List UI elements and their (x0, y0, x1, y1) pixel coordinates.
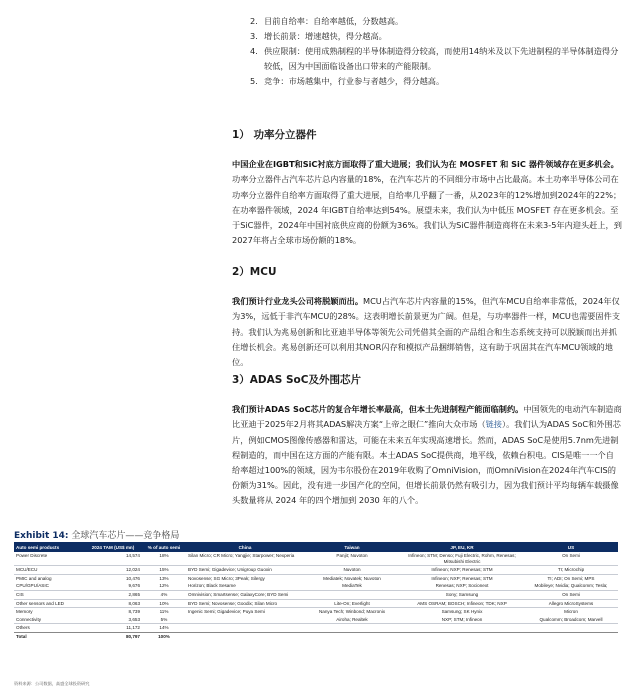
table-cell (186, 616, 304, 624)
table-cell: 4% (142, 590, 186, 599)
table-cell: 14% (142, 624, 186, 633)
list-item (250, 14, 620, 29)
table-cell: Other sensors and LED (14, 599, 84, 608)
table-cell: TI; Microchip (524, 566, 618, 575)
paragraph-lead: 我们预计ADAS SoC芯片的复合年增长率最高，但本土先进制程产能面临制约。 (232, 404, 524, 415)
list-number: 5. (250, 76, 258, 86)
table-cell: 15% (142, 566, 186, 575)
section-heading: 3）ADAS SoC及外围芯片 (232, 374, 361, 386)
table-cell: NXP; STM; Infineon (441, 616, 483, 622)
table-cell: Lite-On; Everlight (304, 599, 400, 608)
list-text: 供应限制：使用成熟制程的半导体制造得分较高，而使用14纳米及以下先进制程的半导体制造得分较低，因为中国面临设备出口带来的产能限制。 (264, 46, 619, 71)
table-cell: 12% (159, 583, 169, 589)
table-cell: Nuvoton (304, 566, 400, 575)
table-cell: Silan Micro; CR Micro; Yangjie; Starpower; Nexperia (188, 553, 295, 558)
table-cell: Mobileye; Nvidia; Qualcomm; Tesla; (534, 583, 608, 589)
table-row (14, 574, 618, 582)
competitive-landscape-table (14, 542, 618, 641)
list-number: 4. (250, 46, 258, 56)
section-heading: 2）MCU (232, 266, 277, 278)
table-cell: 100% (142, 632, 186, 640)
table-cell: 18% (159, 553, 169, 558)
paragraph-lead: 中国企业在IGBT和SiC衬底方面取得了重大进展；我们认为在 MOSFET 和 SiC 器件领域存在更多机会。 (232, 159, 619, 170)
exhibit-title (14, 528, 179, 541)
table-cell: 12,024 (84, 566, 142, 575)
table-cell: 13% (142, 574, 186, 582)
table-cell: 11,172 (84, 624, 142, 633)
table-cell: Omnivision; Smartsense; GalaxyCore; BYD Semi (186, 590, 304, 599)
table-row (14, 566, 618, 575)
table-cell: 11% (142, 608, 186, 616)
table-row (14, 590, 618, 599)
table-cell: 5% (160, 616, 168, 622)
section-adas-soc (232, 373, 622, 509)
table-cell: Infineon; STM; Denso; Fuji Electric, Rohm, Renesas; Mitsubishi Electric (408, 553, 516, 564)
paragraph-lead: 我们预计行业龙头公司将脱颖而出。 (232, 296, 364, 307)
table-cell: 80,797 (84, 632, 142, 640)
source-link[interactable]: 链接 (485, 419, 502, 430)
table-cell: Qualcomm; Broadcom; Marvell (539, 616, 603, 622)
table-cell: Ingenic Semi; Gigadevice; Puya Semi (186, 608, 304, 616)
table-cell: Micron (524, 608, 618, 616)
table-row (14, 582, 618, 590)
table-cell (304, 590, 400, 599)
table-cell: Panjit; Nuvoton (336, 553, 368, 558)
table-cell: 8,739 (84, 608, 142, 616)
column-header: Taiwan (304, 542, 400, 552)
table-cell: On Semi (524, 590, 618, 599)
column-header: Auto semi products (14, 542, 84, 552)
list-item (250, 74, 620, 89)
table-cell: Connectivity (16, 616, 42, 622)
list-number: 3. (250, 31, 258, 41)
table-cell: PMIC and analog (14, 574, 84, 582)
table-row (14, 616, 618, 624)
table-row (14, 608, 618, 616)
table-cell: 14,574 (125, 553, 140, 558)
column-header: 2024 TAM (US$ mn) (84, 542, 142, 552)
table-cell: Nanya Tech; Winbond; Macronix (304, 608, 400, 616)
table-cell: Samsung; SK Hynix (400, 608, 524, 616)
section-power-discrete (232, 128, 622, 248)
table-cell: CIS (14, 590, 84, 599)
section-mcu (232, 265, 622, 370)
table-cell (304, 624, 400, 633)
table-cell: Others (14, 624, 84, 633)
table-cell: Horizon; Black Sesame (188, 583, 236, 589)
table-row (14, 599, 618, 608)
table-cell: BYD Semi; Gigadevice; Unigroup Guoxin (186, 566, 304, 575)
scoring-criteria-list (250, 14, 620, 89)
section-paragraph (232, 402, 622, 508)
table-cell: Memory (14, 608, 84, 616)
table-cell (400, 632, 524, 640)
table-cell (186, 632, 304, 640)
table-cell: AMS OSRAM; BOSCH; Infineon; TDK; NXP (400, 599, 524, 608)
table-cell: Power Discrete (16, 553, 48, 558)
table-cell: On Semi (562, 553, 580, 558)
table-cell: Mediatek; Novatek; Nuvoton (304, 574, 400, 582)
list-item (250, 44, 620, 74)
exhibit-caption: 全球汽车芯片——竞争格局 (71, 531, 180, 541)
table-cell: BYD Semi; Novosense; Goodix; Silan Micro (186, 599, 304, 608)
table-cell: 8,063 (84, 599, 142, 608)
source-note: 资料来源：公司数据，高盛全球投资研究 (14, 681, 90, 686)
table-cell: 2,865 (84, 590, 142, 599)
table-cell: Airoha; Realtek (336, 616, 368, 622)
list-item (250, 29, 620, 44)
paragraph-body: 中国领先的电动汽车制造商比亚迪于2025年2月将其ADAS解决方案“上帝之眼仁”推向大众市场（ (232, 404, 622, 430)
table-cell: 10,476 (84, 574, 142, 582)
table-header-row (14, 542, 618, 552)
list-text: 竞争：市场越集中，行业参与者越少，得分越高。 (264, 76, 445, 86)
table-cell: Sony; Samsung (400, 590, 524, 599)
section-paragraph (232, 157, 622, 248)
section-paragraph (232, 294, 622, 370)
table-cell: TI; ADI; On Semi; MPS (524, 574, 618, 582)
list-number: 2. (250, 16, 258, 26)
paragraph-body: 功率分立器件占汽车芯片总内容量的18%，在汽车芯片的不同细分市场中占比最高。本土功率半导体公司在功率分立器件自给率方面取得了重大进展，自给率几乎翻了一番，从2023年的12%增加到2024年的22%；在功率器件领域，2024 年IGBT自给率达到54%。展望未来，我们认为中低压 MOSFET 存在更多机会。至于SiC器件，2024年中国衬底供应商的份额为36%。我们认为SiC器件制造商将在未来3-5年内迎头赶上，到2027年将占全球市场份额的18%。 (232, 174, 622, 246)
paragraph-body-cont: ）。我们认为ADAS SoC和外围芯片，例如CMOS图像传感器和雷达，可能在未来五年实现高速增长。然而，ADAS SoC是使用5.7nm先进制程制造的，而中国在这方面的产能有限。本土ADAS SoC提供商，地平线，依赖台积电。CIS是唯一一个自给率超过100%的领域，因为韦尔股份在2019年收购了OmniVision，而OmniVision在2024年汽车CIS的份额为31%。因此，没有进一步国产化的空间，但增长前景仍然有吸引力，因为我们预计平均每辆车载摄像头数量将从 2024 年的四个增加到 2030 年的八个。 (232, 419, 621, 506)
column-header: China (186, 542, 304, 552)
table-cell (304, 632, 400, 640)
table-cell: Novosense; SG Micro; 3Peak; Silergy (186, 574, 304, 582)
table-cell: 10% (142, 599, 186, 608)
table-cell (524, 632, 618, 640)
table-cell: MCU/ECU (14, 566, 84, 575)
table-cell: Allegro MicroSystems (524, 599, 618, 608)
table-cell: CPU/GPU/ASIC (16, 583, 49, 589)
table-cell: Infineon; NXP; Renesas; STM (400, 566, 524, 575)
list-text: 增长前景：增速越快，得分越高。 (264, 31, 387, 41)
table-row (14, 624, 618, 633)
table-row (14, 552, 618, 566)
table-cell: Total (14, 632, 84, 640)
table-cell (186, 624, 304, 633)
column-header: US (524, 542, 618, 552)
list-text: 目前自给率：自给率越低，分数越高。 (264, 16, 404, 26)
table-cell: Infineon; NXP; Renesas; STM (400, 574, 524, 582)
paragraph-body: MCU占汽车芯片内容量的15%，但汽车MCU自给率非常低，2024年仅为3%，远低于非汽车MCU的28%。这表明增长前景更为广阔。但是，与功率器件一样，MCU也需要固件支持。我们认为兆易创新和比亚迪半导体等领先公司凭借其全面的产品组合和生态系统支持可以脱颖而出并抓住增长机会。兆易创新还可以利用其NOR闪存和模拟产品捆绑销售，这有助于巩固其在汽车MCU领域的地位。 (232, 296, 621, 368)
table-total-row (14, 632, 618, 640)
table-cell: MediaTek (342, 583, 362, 589)
table-cell: Renesas; NXP; Socionext (435, 583, 489, 589)
table-cell: 9,676 (128, 583, 140, 589)
table-cell (400, 624, 524, 633)
exhibit-label: Exhibit 14: (14, 531, 69, 541)
table-cell: 3,653 (128, 616, 140, 622)
column-header: % of auto semi (142, 542, 186, 552)
column-header: JP, EU, KR (400, 542, 524, 552)
section-heading: 1） 功率分立器件 (232, 129, 317, 141)
table-cell (524, 624, 618, 633)
